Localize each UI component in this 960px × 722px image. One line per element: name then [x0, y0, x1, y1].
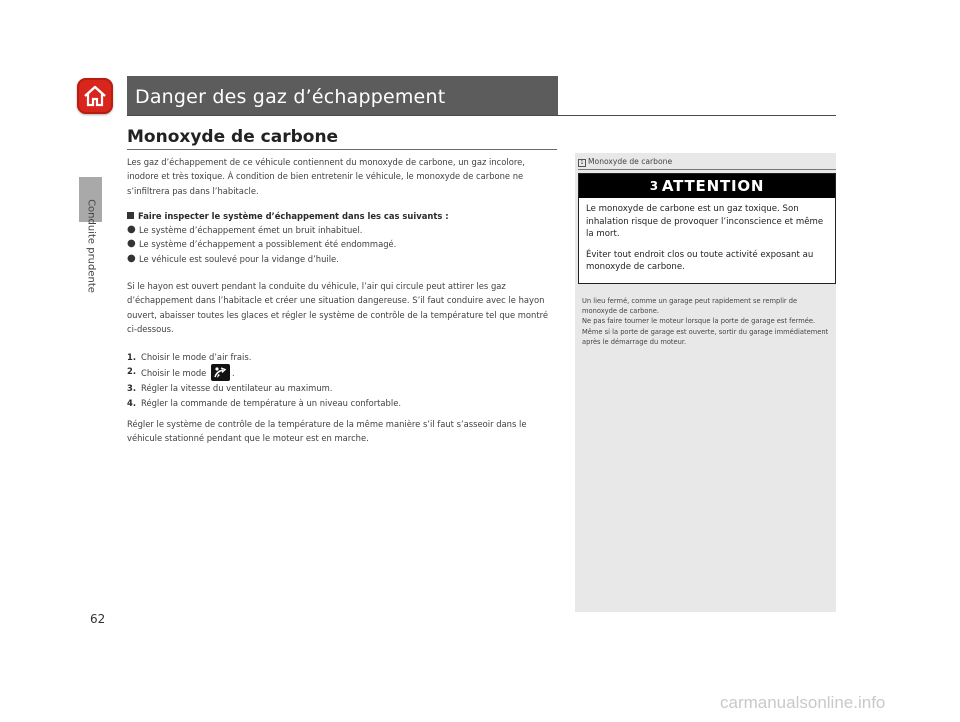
step-item — [127, 364, 558, 381]
attention-text: Le monoxyde de carbone est un gaz toxique. Son inhalation risque de provoquer l’inconscience et même la mort. — [586, 204, 824, 240]
page-title-bar — [127, 76, 558, 115]
side-heading — [578, 157, 672, 167]
warning-icon: 3 — [649, 179, 659, 193]
step-text: Régler la vitesse du ventilateur au maximum. — [141, 383, 333, 394]
steps-list — [127, 350, 558, 410]
side-notes — [582, 296, 830, 347]
list-item-text: Le système d’échappement a possiblement été endommagé. — [139, 239, 397, 250]
list-item-text: Le système d’échappement émet un bruit inhabituel. — [139, 225, 363, 235]
attention-box — [578, 173, 836, 284]
step-number: 1. — [127, 352, 137, 362]
attention-label: ATTENTION — [661, 177, 765, 195]
home-icon — [82, 83, 108, 109]
reference-marker-icon: 1 — [578, 159, 586, 167]
list-item — [127, 223, 558, 237]
home-button[interactable] — [77, 78, 113, 114]
inspection-list — [127, 223, 558, 266]
attention-body — [586, 203, 830, 282]
step-text — [141, 364, 235, 381]
section-divider — [127, 149, 557, 150]
side-heading-text: Monoxyde de carbone — [588, 157, 673, 166]
section-title: Monoxyde de carbone — [127, 127, 339, 147]
bullet-icon: ● — [127, 238, 136, 250]
step-item — [127, 396, 558, 410]
chapter-label: Conduite prudente — [85, 199, 97, 293]
inspection-subheading-text: Faire inspecter le système d’échappement dans les cas suivants : — [138, 211, 449, 221]
bullet-icon: ● — [127, 252, 136, 264]
step-item — [127, 381, 558, 395]
step-number: 3. — [127, 383, 137, 394]
ac-mode-icon — [211, 364, 230, 381]
side-heading-divider — [578, 169, 836, 170]
side-note-text: Ne pas faire tourner le moteur lorsque la porte de garage est fermée. Même si la porte de garage est ouverte, sortir du garage immédiatement après le démarrage du moteur. — [582, 317, 829, 346]
side-note-text: Un lieu fermé, comme un garage peut rapidement se remplir de monoxyde de carbone. — [582, 297, 798, 316]
step-text: Régler la commande de température à un niveau confortable. — [141, 397, 402, 408]
step-item — [127, 350, 558, 364]
hatch-paragraph: Si le hayon est ouvert pendant la conduite du véhicule, l’air qui circule peut attirer les gaz d’échappement dans l’habitacle et créer une situation dangereuse. S’il faut conduire avec le hayon ouvert, abaisser toutes les glaces et régler le système de contrôle de la température tel que montré ci-dessous. — [127, 281, 549, 334]
watermark: carmanualsonline.info — [720, 693, 886, 712]
step-text: Choisir le mode d’air frais. — [141, 352, 252, 362]
inspection-subheading — [127, 209, 558, 223]
list-item-text: Le véhicule est soulevé pour la vidange d’huile. — [139, 253, 339, 264]
step-number: 2. — [127, 366, 137, 377]
side-panel — [575, 153, 836, 612]
square-bullet-icon — [127, 212, 134, 219]
step-text-before: Choisir le mode — [141, 368, 207, 379]
attention-header — [579, 174, 835, 198]
page-title: Danger des gaz d’échappement — [135, 86, 446, 108]
page-number: 62 — [90, 612, 106, 626]
list-item — [127, 252, 558, 266]
title-divider — [127, 115, 836, 116]
bullet-icon: ● — [127, 224, 136, 235]
parked-paragraph: Régler le système de contrôle de la température de la même manière s’il faut s’asseoir dans le véhicule stationné pendant que le moteur est en marche. — [127, 419, 527, 444]
attention-text: Éviter tout endroit clos ou toute activité exposant au monoxyde de carbone. — [586, 249, 814, 273]
intro-paragraph: Les gaz d’échappement de ce véhicule contiennent du monoxyde de carbone, un gaz incolore, inodore et très toxique. À condition de bien entretenir le véhicule, le monoxyde de carbone ne s’infiltrera pas dans l’habitacle. — [127, 157, 525, 196]
step-text-after: . — [231, 368, 235, 379]
step-number: 4. — [127, 397, 137, 408]
list-item — [127, 237, 558, 251]
